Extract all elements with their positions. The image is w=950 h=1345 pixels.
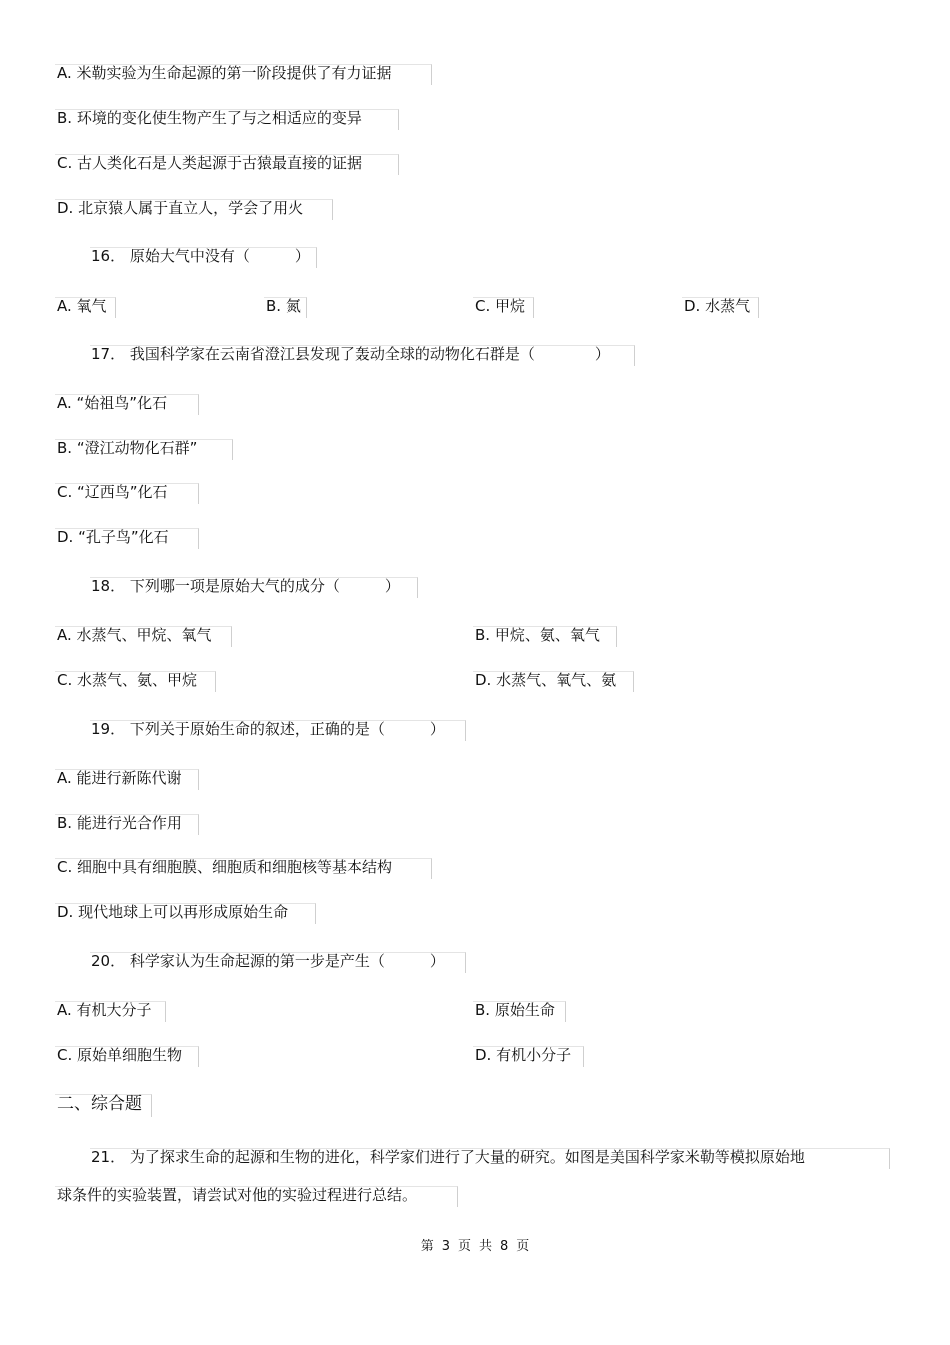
option-18b[interactable]: B. 甲烷、氨、氧气 bbox=[475, 626, 600, 644]
question-20: 20． 科学家认为生命起源的第一步是产生（ ） bbox=[91, 952, 445, 970]
option-15b[interactable]: B. 环境的变化使生物产生了与之相适应的变异 bbox=[57, 109, 362, 127]
option-20c[interactable]: C. 原始单细胞生物 bbox=[57, 1046, 183, 1064]
option-19d[interactable]: D. 现代地球上可以再形成原始生命 bbox=[57, 903, 289, 921]
option-15c[interactable]: C. 古人类化石是人类起源于古猿最直接的证据 bbox=[57, 154, 363, 172]
option-16c[interactable]: C. 甲烷 bbox=[475, 297, 526, 315]
option-16d[interactable]: D. 水蒸气 bbox=[684, 297, 751, 315]
option-15d[interactable]: D. 北京猿人属于直立人，学会了用火 bbox=[57, 199, 304, 217]
question-16: 16． 原始大气中没有（ ） bbox=[91, 247, 310, 265]
question-17: 17． 我国科学家在云南省澄江县发现了轰动全球的动物化石群是（ ） bbox=[91, 345, 610, 363]
footer-page-number: 3 bbox=[441, 1239, 450, 1254]
footer-total-pages: 8 bbox=[500, 1239, 509, 1254]
option-19c[interactable]: C. 细胞中具有细胞膜、细胞质和细胞核等基本结构 bbox=[57, 858, 393, 876]
footer-post: 页 bbox=[516, 1239, 530, 1254]
footer-mid2: 共 bbox=[479, 1239, 493, 1254]
option-17d[interactable]: D. “孔子鸟”化石 bbox=[57, 528, 169, 546]
option-18c[interactable]: C. 水蒸气、氨、甲烷 bbox=[57, 671, 198, 689]
option-17b[interactable]: B. “澄江动物化石群” bbox=[57, 439, 198, 457]
footer-pre: 第 bbox=[420, 1239, 434, 1254]
question-18: 18． 下列哪一项是原始大气的成分（ ） bbox=[91, 577, 400, 595]
option-17a[interactable]: A. “始祖鸟”化石 bbox=[57, 394, 168, 412]
option-17c[interactable]: C. “辽西鸟”化石 bbox=[57, 483, 168, 501]
footer-mid1: 页 bbox=[457, 1239, 471, 1254]
option-16a[interactable]: A. 氧气 bbox=[57, 297, 107, 315]
option-20a[interactable]: A. 有机大分子 bbox=[57, 1001, 152, 1019]
page-footer bbox=[0, 1235, 950, 1254]
question-21-line1: 21． 为了探求生命的起源和生物的进化，科学家们进行了大量的研究。如图是美国科学家米勒等模拟原始地 bbox=[91, 1148, 805, 1166]
option-18a[interactable]: A. 水蒸气、甲烷、氧气 bbox=[57, 626, 212, 644]
question-21-line2: 球条件的实验装置，请尝试对他的实验过程进行总结。 bbox=[57, 1186, 418, 1204]
option-18d[interactable]: D. 水蒸气、氧气、氨 bbox=[475, 671, 617, 689]
section-heading: 二、综合题 bbox=[57, 1094, 142, 1114]
option-20b[interactable]: B. 原始生命 bbox=[475, 1001, 555, 1019]
option-19a[interactable]: A. 能进行新陈代谢 bbox=[57, 769, 182, 787]
question-19: 19． 下列关于原始生命的叙述，正确的是（ ） bbox=[91, 720, 445, 738]
option-20d[interactable]: D. 有机小分子 bbox=[475, 1046, 572, 1064]
option-19b[interactable]: B. 能进行光合作用 bbox=[57, 814, 182, 832]
option-15a[interactable]: A. 米勒实验为生命起源的第一阶段提供了有力证据 bbox=[57, 64, 392, 82]
option-16b[interactable]: B. 氮 bbox=[266, 297, 301, 315]
